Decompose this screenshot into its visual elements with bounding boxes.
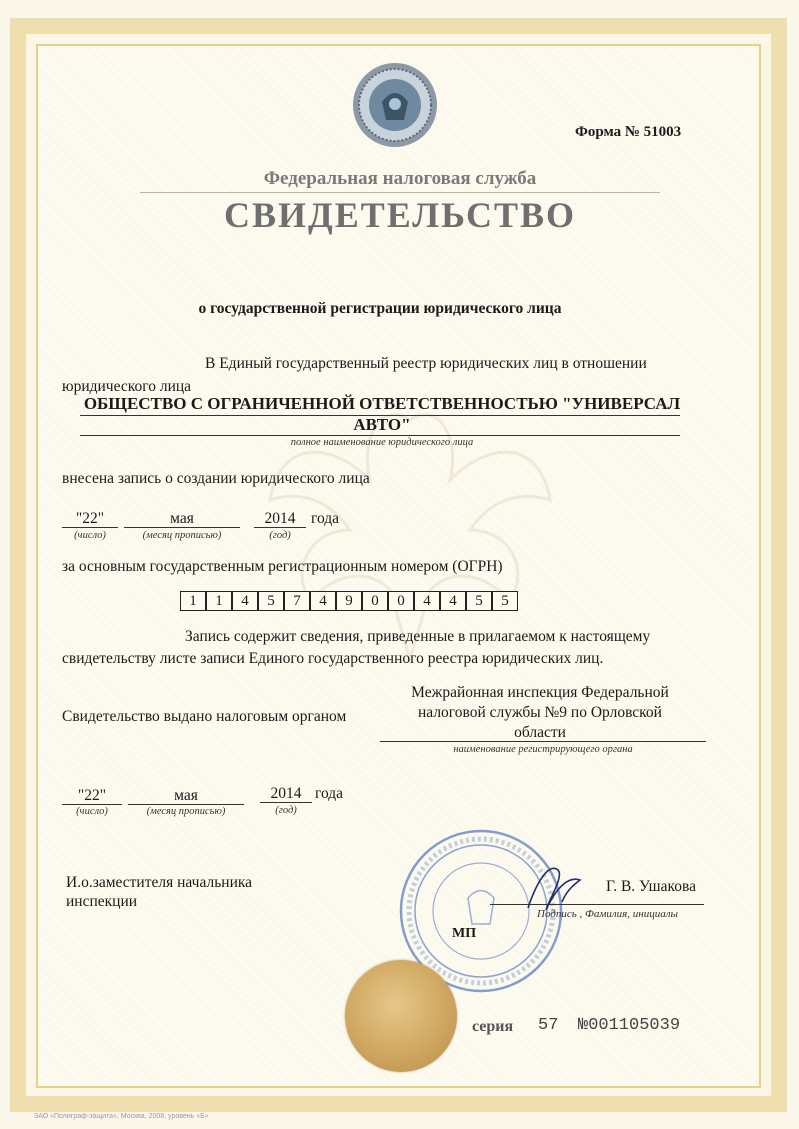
date1-day-line bbox=[62, 527, 118, 528]
signatory-position-line2: инспекции bbox=[66, 893, 138, 910]
hologram-emblem bbox=[352, 62, 438, 148]
company-underline-2 bbox=[80, 435, 680, 436]
record-line1: Запись содержит сведения, приведенные в прилагаемом к настоящему bbox=[185, 628, 651, 645]
issuer-name-line1: Межрайонная инспекция Федеральной bbox=[411, 684, 669, 701]
signature-line bbox=[490, 904, 704, 905]
company-name-line1: ОБЩЕСТВО С ОГРАНИЧЕННОЙ ОТВЕТСТВЕННОСТЬЮ "УНИВЕРСАЛ bbox=[83, 394, 681, 413]
date2-year: 2014 bbox=[270, 785, 302, 802]
ogrn-digit: 1 bbox=[206, 591, 232, 611]
issuer-label: Свидетельство выдано налоговым органом bbox=[62, 708, 347, 725]
certificate-subtitle: о государственной регистрации юридического лица bbox=[198, 300, 562, 317]
registry-intro-line2: юридического лица bbox=[62, 378, 192, 395]
ogrn-digit: 7 bbox=[284, 591, 310, 611]
signature-caption: Подпись , Фамилия, инициалы bbox=[537, 908, 678, 920]
date1-suffix: года bbox=[311, 510, 340, 527]
ogrn-digit: 4 bbox=[310, 591, 336, 611]
ogrn-digit: 1 bbox=[180, 591, 206, 611]
stamp-label: МП bbox=[452, 926, 477, 941]
series-number: №001105039 bbox=[578, 1016, 681, 1035]
ogrn-digit: 5 bbox=[492, 591, 518, 611]
issuer-underline bbox=[380, 741, 706, 742]
date1-month-line bbox=[124, 527, 240, 528]
printer-footnote: ЗАО «Полиграф-защита», Москва, 2008, уровень «Б» bbox=[34, 1113, 209, 1120]
ogrn-digit: 4 bbox=[414, 591, 440, 611]
ogrn-digit: 4 bbox=[440, 591, 466, 611]
ogrn-digit: 9 bbox=[336, 591, 362, 611]
date2-year-line bbox=[260, 802, 312, 803]
ogrn-digit: 5 bbox=[258, 591, 284, 611]
issuer-name-line3: области bbox=[514, 724, 566, 741]
ogrn-digit: 0 bbox=[362, 591, 388, 611]
date2-month-caption: (месяц прописью) bbox=[146, 806, 226, 817]
date1-year-caption: (год) bbox=[269, 530, 291, 541]
date1-month: мая bbox=[170, 510, 194, 527]
date2-suffix: года bbox=[315, 785, 344, 802]
ogrn-number bbox=[180, 591, 522, 611]
date2-day-line bbox=[62, 804, 122, 805]
series-value: 57 bbox=[538, 1016, 559, 1035]
date1-month-caption: (месяц прописью) bbox=[142, 530, 222, 541]
service-name: Федеральная налоговая служба bbox=[263, 168, 537, 189]
ogrn-digit: 5 bbox=[466, 591, 492, 611]
series-label: серия bbox=[472, 1018, 514, 1035]
ogrn-digit: 4 bbox=[232, 591, 258, 611]
ogrn-label: за основным государственным регистрационным номером (ОГРН) bbox=[62, 558, 503, 575]
date1-year: 2014 bbox=[264, 510, 296, 527]
certificate-title: СВИДЕТЕЛЬСТВО bbox=[223, 195, 577, 235]
issuer-name-line2: налоговой службы №9 по Орловской bbox=[418, 704, 662, 721]
date1-day: "22" bbox=[75, 510, 105, 527]
date2-month-line bbox=[128, 804, 244, 805]
date2-day: "22" bbox=[77, 787, 107, 804]
gold-seal bbox=[345, 960, 457, 1072]
date2-year-caption: (год) bbox=[275, 805, 297, 816]
company-name-line2: АВТО" bbox=[353, 415, 411, 434]
entry-text: внесена запись о создании юридического лица bbox=[62, 470, 370, 487]
header-divider bbox=[140, 192, 660, 193]
signatory-name: Г. В. Ушакова bbox=[606, 878, 696, 895]
form-number: Форма № 51003 bbox=[575, 124, 682, 140]
company-caption: полное наименование юридического лица bbox=[290, 437, 474, 448]
date1-day-caption: (число) bbox=[74, 530, 106, 541]
issuer-caption: наименование регистрирующего органа bbox=[453, 744, 633, 755]
date1-year-line bbox=[254, 527, 306, 528]
record-line2: свидетельству листе записи Единого государственного реестра юридических лиц. bbox=[62, 650, 604, 667]
ogrn-digit: 0 bbox=[388, 591, 414, 611]
signatory-position-line1: И.о.заместителя начальника bbox=[66, 874, 253, 891]
registry-intro-line1: В Единый государственный реестр юридических лиц в отношении bbox=[205, 355, 647, 372]
date2-day-caption: (число) bbox=[76, 806, 108, 817]
date2-month: мая bbox=[174, 787, 198, 804]
